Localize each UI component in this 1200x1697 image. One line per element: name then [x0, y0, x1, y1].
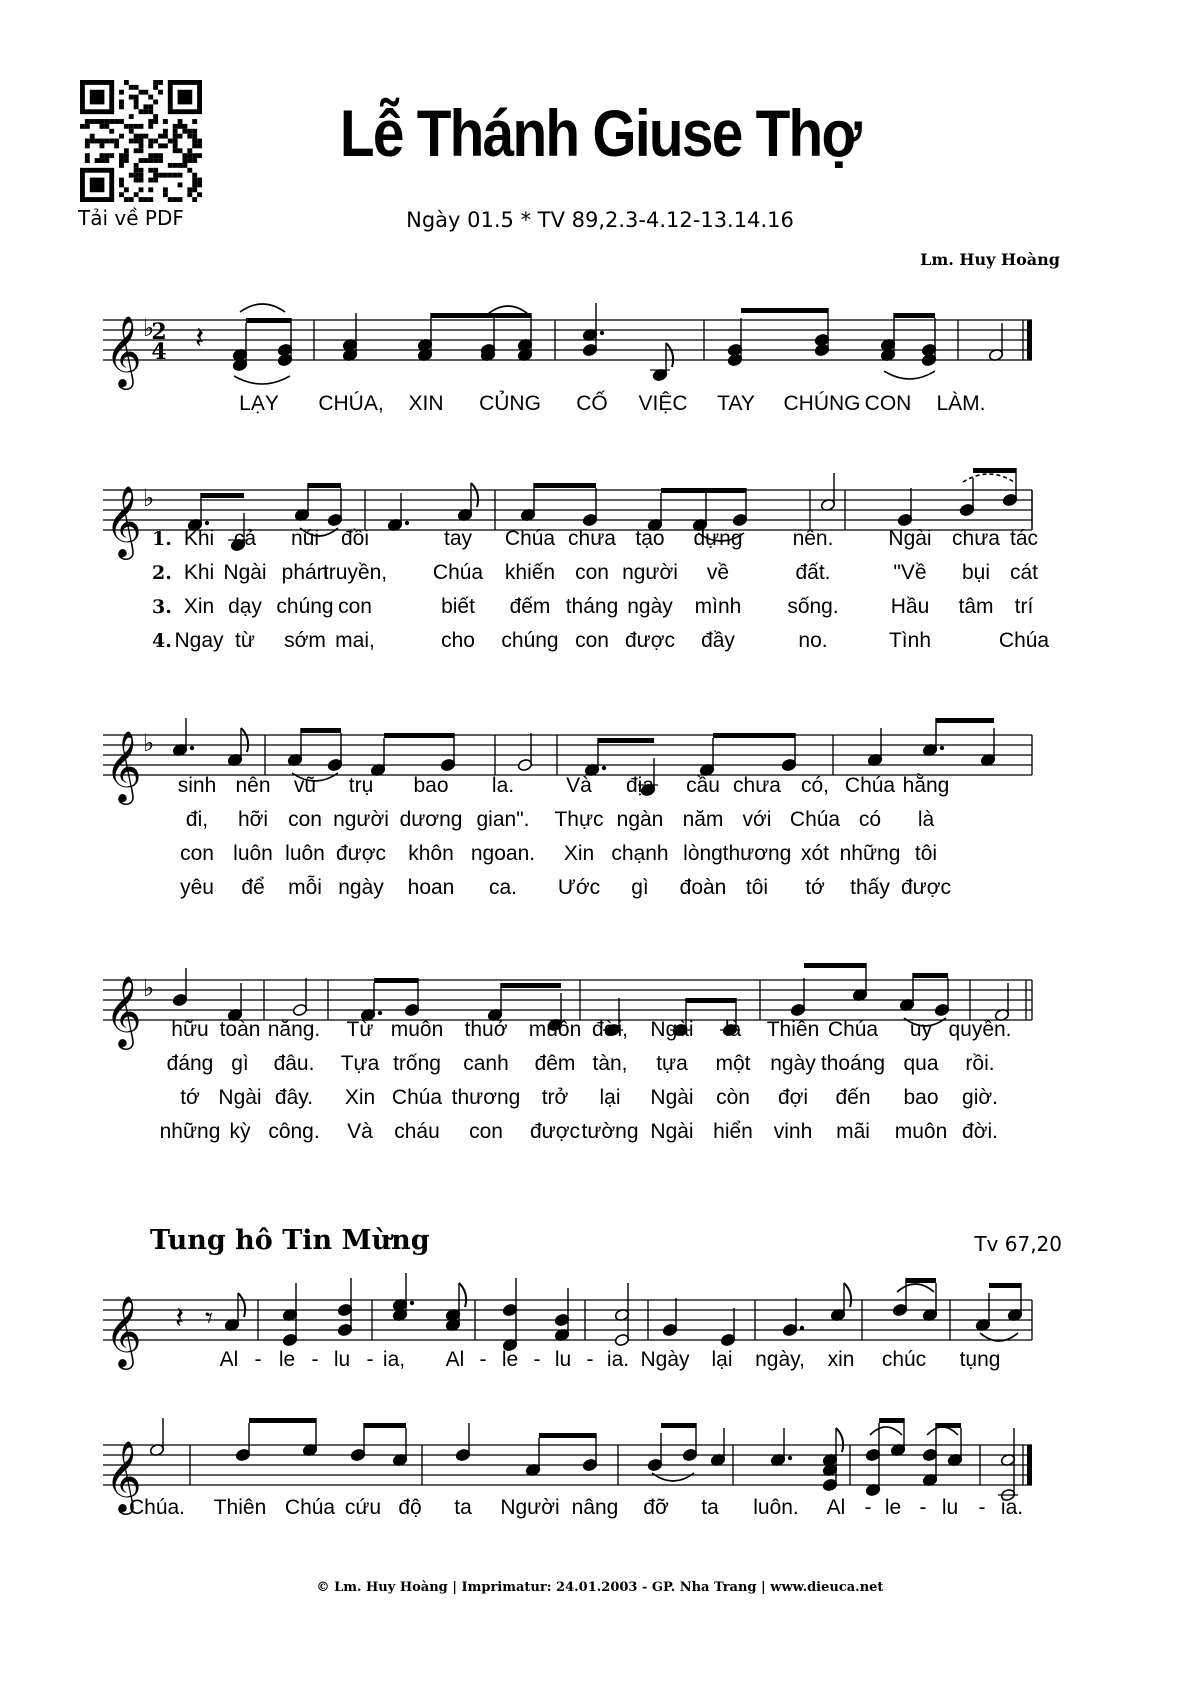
page-subtitle: Ngày 01.5 * TV 89,2.3-4.12-13.14.16	[406, 208, 794, 232]
slur	[652, 1473, 694, 1481]
verse-lyric: tớ	[180, 1086, 200, 1109]
verse-lyric: Ngài	[218, 1086, 262, 1109]
beam	[989, 1283, 1021, 1288]
key-signature-flat: ♭	[143, 729, 155, 757]
time-signature-top: 2	[151, 319, 167, 345]
verse-lyric: cầu	[686, 774, 720, 797]
beam	[201, 493, 244, 498]
augmentation-dot	[800, 1326, 804, 1330]
verse-lyric: lại	[599, 1086, 621, 1109]
verse-lyric: đoàn	[679, 876, 727, 899]
verse-lyric: ngày	[627, 595, 673, 618]
verse-lyric: thương	[451, 1086, 521, 1109]
verse-lyric: biết	[441, 595, 475, 618]
verse-lyric: con	[338, 595, 372, 618]
verse-lyric: có,	[800, 774, 830, 797]
verse-lyric: thuở	[464, 1018, 508, 1041]
verse-lyric: gì	[631, 876, 649, 899]
verse-lyric: chúng	[276, 595, 334, 618]
verse-lyric: tàn,	[592, 1052, 628, 1075]
verse-lyric: sớm	[284, 629, 326, 652]
verse-lyric: đồi	[340, 527, 370, 550]
verse-lyric: người	[622, 561, 678, 584]
verse-lyric: Thiên	[766, 1018, 820, 1041]
treble-clef-icon: 𝄞	[105, 1294, 142, 1367]
verse-lyric: mãi	[836, 1120, 870, 1143]
verse-lyric: tác	[1009, 527, 1039, 550]
verse-lyric: được	[529, 1120, 581, 1143]
verse-lyric: những	[839, 842, 901, 865]
final-barline	[1027, 1445, 1032, 1485]
acclamation-lyric: -	[533, 1348, 541, 1371]
beam	[364, 1423, 406, 1428]
verse-lyric: là	[724, 1018, 742, 1041]
acclamation-lyric: -	[864, 1496, 872, 1519]
verse-lyric: đếm	[509, 595, 551, 618]
acclamation-lyric: Chúa.	[128, 1496, 186, 1519]
beam	[249, 1418, 316, 1423]
verse-lyric: vũ	[293, 774, 317, 797]
acclamation-lyric: Thiên	[213, 1496, 267, 1519]
verse-lyric: muôn	[390, 1018, 444, 1041]
acclamation-lyric: -	[919, 1496, 927, 1519]
quarter-rest-icon: 𝄽	[175, 1301, 185, 1336]
verse-lyric: Chúa	[827, 1018, 879, 1041]
verse-lyric: bao	[413, 774, 449, 797]
verse-lyric: công.	[268, 1120, 320, 1143]
verse-lyric: từ	[235, 629, 255, 652]
augmentation-dot	[600, 331, 604, 335]
refrain-lyric: CON	[864, 392, 912, 415]
verse-lyric: truyền,	[322, 561, 388, 584]
beam	[384, 733, 454, 738]
acclamation-lyric: độ	[398, 1496, 422, 1519]
verse-lyric: ngàn	[616, 808, 664, 831]
verse-lyric: đêm	[534, 1052, 576, 1075]
augmentation-dot	[602, 766, 606, 770]
verse-lyric: con	[180, 842, 214, 865]
composer-name: Lm. Huy Hoàng	[920, 250, 1060, 269]
slur	[927, 1427, 958, 1435]
verse-lyric: la.	[491, 774, 515, 797]
verse-lyric: Ngài	[650, 1086, 694, 1109]
beam	[431, 313, 531, 318]
verse-lyric: hỡi	[237, 808, 269, 831]
verse-lyric: quyền.	[948, 1018, 1012, 1041]
acclamation-lyric: Al	[445, 1348, 465, 1371]
acclamation-lyric: cứu	[344, 1496, 382, 1519]
verse-lyric: Chúa	[789, 808, 841, 831]
verse-lyric: Ước	[557, 876, 601, 899]
verse-lyric: ngoan.	[470, 842, 536, 865]
verse-lyric: lòng	[683, 842, 723, 865]
eighth-rest-icon: 𝄾	[205, 1301, 213, 1336]
verse-lyric: nên	[235, 774, 271, 797]
key-signature-flat: ♭	[143, 314, 155, 342]
verse-lyric: Ngài	[650, 1120, 694, 1143]
verse-lyric: bụi	[961, 561, 991, 584]
treble-clef-icon: 𝄞	[105, 484, 142, 557]
verse-lyric: một	[715, 1052, 751, 1075]
refrain-lyric: XIN	[408, 392, 444, 415]
verse-lyric: tháng	[565, 595, 619, 618]
acclamation-lyric: ta	[454, 1496, 472, 1519]
beam	[741, 308, 828, 313]
verse-lyric: chúng	[501, 629, 559, 652]
beam	[686, 998, 736, 1003]
verse-lyric: Chúa	[391, 1086, 443, 1109]
beam	[374, 978, 418, 983]
verse-lyric: kỳ	[229, 1120, 251, 1143]
slur	[884, 371, 935, 379]
note-flag	[471, 483, 478, 507]
augmentation-dot	[788, 1456, 792, 1460]
acclamation-lyric: luôn.	[753, 1496, 799, 1519]
acclamation-lyric: -	[254, 1348, 262, 1371]
verse-lyric: đáng	[166, 1052, 214, 1075]
acclamation-lyric: Al	[826, 1496, 846, 1519]
acclamation-staff-1	[0, 1280, 1200, 1390]
verse-lyric: hiển	[713, 1120, 753, 1143]
acclamation-lyric: lu	[333, 1348, 351, 1371]
augmentation-dot	[940, 746, 944, 750]
augmentation-dot	[205, 521, 209, 525]
verse-number: 2.	[152, 562, 172, 584]
verse-lyric: Ngài	[650, 1018, 694, 1041]
verse-lyric: cho	[441, 629, 475, 652]
acclamation-lyric: chúc	[881, 1348, 927, 1371]
verse-lyric: cát	[1009, 561, 1039, 584]
key-signature-flat: ♭	[143, 974, 155, 1002]
verse-staff-2	[0, 715, 1200, 815]
verse-lyric: Tựa	[340, 1052, 380, 1075]
slur	[240, 304, 285, 312]
verse-lyric: sống.	[787, 595, 839, 618]
download-pdf-label[interactable]: Tải về PDF	[78, 206, 184, 230]
verse-lyric: núi	[290, 527, 320, 550]
verse-lyric: bao	[903, 1086, 939, 1109]
verse-lyric: con	[575, 629, 609, 652]
treble-clef-icon: 𝄞	[105, 314, 142, 387]
treble-clef-icon: 𝄞	[105, 729, 142, 802]
acclamation-lyric: -	[479, 1348, 487, 1371]
acclamation-staff-2	[0, 1425, 1200, 1545]
verse-lyric: tôi	[914, 842, 938, 865]
verse-lyric: còn	[716, 1086, 750, 1109]
verse-lyric: chưa	[733, 774, 781, 797]
verse-lyric: dạy	[228, 595, 262, 618]
refrain-staff	[0, 300, 1200, 460]
verse-lyric: đời.	[962, 1120, 998, 1143]
acclamation-lyric: -	[366, 1348, 374, 1371]
verse-lyric: hữu	[171, 1018, 209, 1041]
verse-lyric: mình	[694, 595, 742, 618]
note-flag	[238, 1293, 245, 1317]
verse-lyric: Xin	[183, 595, 215, 618]
verse-lyric: khiến	[504, 561, 556, 584]
note-flag	[836, 1428, 843, 1452]
verse-lyric: nên.	[792, 527, 834, 550]
verse-lyric: là	[917, 808, 935, 831]
acclamation-lyric: Al	[219, 1348, 239, 1371]
augmentation-dot	[410, 1301, 414, 1305]
verse-lyric: trống	[393, 1052, 441, 1075]
verse-lyric: trụ	[348, 774, 374, 797]
verse-lyric: Tình	[888, 629, 932, 652]
verse-lyric: những	[159, 1120, 221, 1143]
quarter-rest-icon: 𝄽	[195, 321, 205, 356]
verse-lyric: yêu	[180, 876, 214, 899]
acclamation-lyric: lu	[941, 1496, 959, 1519]
verse-lyric: muôn	[528, 1018, 582, 1041]
verse-lyric: hoan	[407, 876, 455, 899]
beam	[661, 1423, 696, 1428]
verse-lyric: khôn	[408, 842, 454, 865]
acclamation-lyric: tụng	[959, 1348, 1001, 1371]
verse-lyric: rồi.	[965, 1052, 995, 1075]
acclamation-lyric: -	[586, 1348, 594, 1371]
verse-lyric: được	[624, 629, 676, 652]
verse-lyric: tôi	[745, 876, 769, 899]
note-flag	[241, 728, 248, 752]
acclamation-lyric: nâng	[571, 1496, 619, 1519]
verse-lyric: tạo	[635, 527, 665, 550]
beam	[661, 488, 746, 493]
verse-lyric: muôn	[894, 1120, 948, 1143]
verse-lyric: tớ	[805, 876, 825, 899]
final-barline	[1027, 320, 1032, 360]
verse-lyric: đi,	[185, 808, 209, 831]
verse-lyric: Từ	[346, 1018, 374, 1041]
verse-lyric: trở	[541, 1086, 569, 1109]
beam	[598, 738, 654, 743]
verse-lyric: con	[469, 1120, 503, 1143]
verse-lyric: Hầu	[890, 595, 930, 618]
verse-lyric: Chúa	[432, 561, 484, 584]
verse-lyric: no.	[798, 629, 828, 652]
verse-lyric: con	[288, 808, 322, 831]
beam	[308, 483, 341, 488]
verse-lyric: dương	[399, 808, 463, 831]
note-flag	[844, 1283, 851, 1307]
acclamation-lyric: ngày,	[755, 1348, 805, 1371]
refrain-lyric: CHÚNG	[783, 392, 861, 415]
verse-lyric: để	[241, 876, 265, 899]
refrain-lyric: LẠY	[239, 392, 279, 415]
verse-lyric: "Về	[893, 561, 927, 584]
treble-clef-icon: 𝄞	[105, 1439, 142, 1512]
verse-lyric: có	[858, 808, 882, 831]
verse-lyric: uy	[909, 1018, 933, 1041]
verse-lyric: luôn	[233, 842, 273, 865]
verse-lyric: trí	[1014, 595, 1034, 618]
verse-lyric: thấy	[850, 876, 890, 899]
beam	[501, 983, 561, 988]
verse-lyric: Khi	[183, 527, 215, 550]
verse-lyric: gì	[231, 1052, 249, 1075]
verse-lyric: luôn	[285, 842, 325, 865]
slur	[870, 1427, 902, 1435]
verse-lyric: đầy	[701, 629, 735, 652]
verse-lyric: tay	[443, 527, 473, 550]
acclamation-lyric: lại	[711, 1348, 733, 1371]
augmentation-dot	[378, 1011, 382, 1015]
verse-lyric: chạnh	[611, 842, 669, 865]
verse-lyric: địa	[625, 774, 655, 797]
refrain-lyric: VIỆC	[638, 392, 688, 415]
refrain-lyric: TAY	[717, 392, 755, 415]
beam	[973, 468, 1016, 473]
verse-lyric: gian".	[476, 808, 530, 831]
verse-lyric: xót	[800, 842, 830, 865]
verse-lyric: được	[900, 876, 952, 899]
verse-lyric: tâm	[958, 595, 994, 618]
verse-lyric: qua	[903, 1052, 939, 1075]
verse-lyric: thoáng	[820, 1052, 886, 1075]
psalm-reference: Tv 67,20	[974, 1232, 1062, 1256]
refrain-lyric: CỦNG	[479, 392, 541, 415]
verse-lyric: Ngay	[174, 629, 224, 652]
verse-lyric: Và	[347, 1120, 373, 1143]
slur	[897, 1284, 934, 1292]
verse-lyric: hằng	[902, 774, 950, 797]
acclamation-lyric: Người	[500, 1496, 560, 1519]
verse-lyric: Ngài	[223, 561, 267, 584]
beam	[713, 733, 795, 738]
refrain-lyric: CỐ	[576, 392, 608, 415]
verse-staff-1	[0, 470, 1200, 570]
verse-lyric: tựa	[656, 1052, 688, 1075]
verse-lyric: canh	[463, 1052, 509, 1075]
footer-copyright: © Lm. Huy Hoàng | Imprimatur: 24.01.2003 - GP. Nha Trang | www.dieuca.net	[316, 1580, 884, 1595]
verse-number: 1.	[152, 528, 172, 550]
verse-lyric: toàn	[219, 1018, 261, 1041]
verse-lyric: mai,	[335, 629, 375, 652]
treble-clef-icon: 𝄞	[105, 974, 142, 1047]
beam	[894, 313, 935, 318]
verse-lyric: đợi	[777, 1086, 809, 1109]
verse-lyric: Xin	[344, 1086, 376, 1109]
verse-lyric: năm	[682, 808, 724, 831]
acclamation-lyric: Chúa	[284, 1496, 336, 1519]
acclamation-lyric: -	[978, 1496, 986, 1519]
acclamation-lyric: le	[278, 1348, 296, 1371]
slur	[488, 306, 528, 314]
verse-lyric: đâu.	[273, 1052, 315, 1075]
verse-lyric: tường	[581, 1120, 639, 1143]
acclamation-lyric: ia,	[382, 1348, 406, 1371]
verse-lyric: ca.	[488, 876, 518, 899]
verse-lyric: Chúa	[504, 527, 556, 550]
beam	[936, 718, 994, 723]
beam	[879, 1418, 904, 1423]
beam	[534, 483, 596, 488]
verse-lyric: Chúa	[998, 629, 1050, 652]
acclamation-lyric: le	[501, 1348, 519, 1371]
verse-number: 3.	[152, 596, 172, 618]
verse-lyric: mỗi	[288, 876, 322, 899]
verse-lyric: thương	[722, 842, 792, 865]
key-signature-flat: ♭	[143, 484, 155, 512]
verse-lyric: phán	[281, 561, 329, 584]
verse-lyric: đến	[835, 1086, 871, 1109]
acclamation-lyric: lu	[554, 1348, 572, 1371]
beam	[804, 963, 866, 968]
verse-lyric: cháu	[394, 1120, 440, 1143]
verse-lyric: đất.	[795, 561, 831, 584]
acclamation-lyric: đỡ	[643, 1496, 669, 1519]
verse-lyric: Và	[566, 774, 592, 797]
section-title-gospel-acclamation: Tung hô Tin Mừng	[150, 1225, 430, 1256]
time-signature-bottom: 4	[151, 339, 167, 365]
verse-lyric: Chúa	[844, 774, 896, 797]
verse-lyric: Xin	[563, 842, 595, 865]
verse-lyric: ngày	[338, 876, 384, 899]
acclamation-lyric: Ngày	[640, 1348, 690, 1371]
verse-lyric: Ngài	[888, 527, 932, 550]
verse-lyric: với	[742, 808, 772, 831]
note-flag	[459, 1283, 466, 1307]
augmentation-dot	[190, 746, 194, 750]
slur	[234, 376, 290, 384]
acclamation-lyric: ia.	[606, 1348, 630, 1371]
verse-lyric: sinh	[177, 774, 217, 797]
beam	[301, 728, 341, 733]
acclamation-lyric: -	[311, 1348, 319, 1371]
verse-lyric: Thực	[554, 808, 604, 831]
acclamation-lyric: xin	[827, 1348, 855, 1371]
beam	[539, 1433, 596, 1438]
page-title: Lễ Thánh Giuse Thợ	[339, 96, 861, 170]
verse-lyric: đời,	[592, 1018, 628, 1041]
acclamation-lyric: ia.	[1000, 1496, 1024, 1519]
note-flag	[666, 343, 673, 367]
refrain-lyric: CHÚA,	[318, 392, 384, 415]
verse-lyric: dựng	[693, 527, 743, 550]
slur	[963, 474, 1014, 482]
verse-lyric: con	[575, 561, 609, 584]
verse-lyric: chưa	[568, 527, 616, 550]
verse-lyric: cả	[233, 527, 257, 550]
verse-lyric: đây.	[274, 1086, 314, 1109]
acclamation-lyric: le	[884, 1496, 902, 1519]
verse-lyric: ngày	[770, 1052, 816, 1075]
acclamation-lyric: ta	[701, 1496, 719, 1519]
beam	[913, 973, 948, 978]
verse-number: 4.	[152, 630, 172, 652]
beam	[246, 318, 291, 323]
verse-lyric: được	[335, 842, 387, 865]
verse-lyric: người	[333, 808, 389, 831]
verse-lyric: về	[706, 561, 730, 584]
verse-lyric: năng.	[267, 1018, 321, 1041]
beam	[906, 1278, 936, 1283]
verse-lyric: giờ.	[962, 1086, 998, 1109]
verse-lyric: chưa	[952, 527, 1000, 550]
verse-staff-3	[0, 960, 1200, 1060]
augmentation-dot	[405, 521, 409, 525]
refrain-lyric: LÀM.	[936, 392, 986, 415]
verse-lyric: Khi	[183, 561, 215, 584]
verse-lyric: vinh	[773, 1120, 813, 1143]
